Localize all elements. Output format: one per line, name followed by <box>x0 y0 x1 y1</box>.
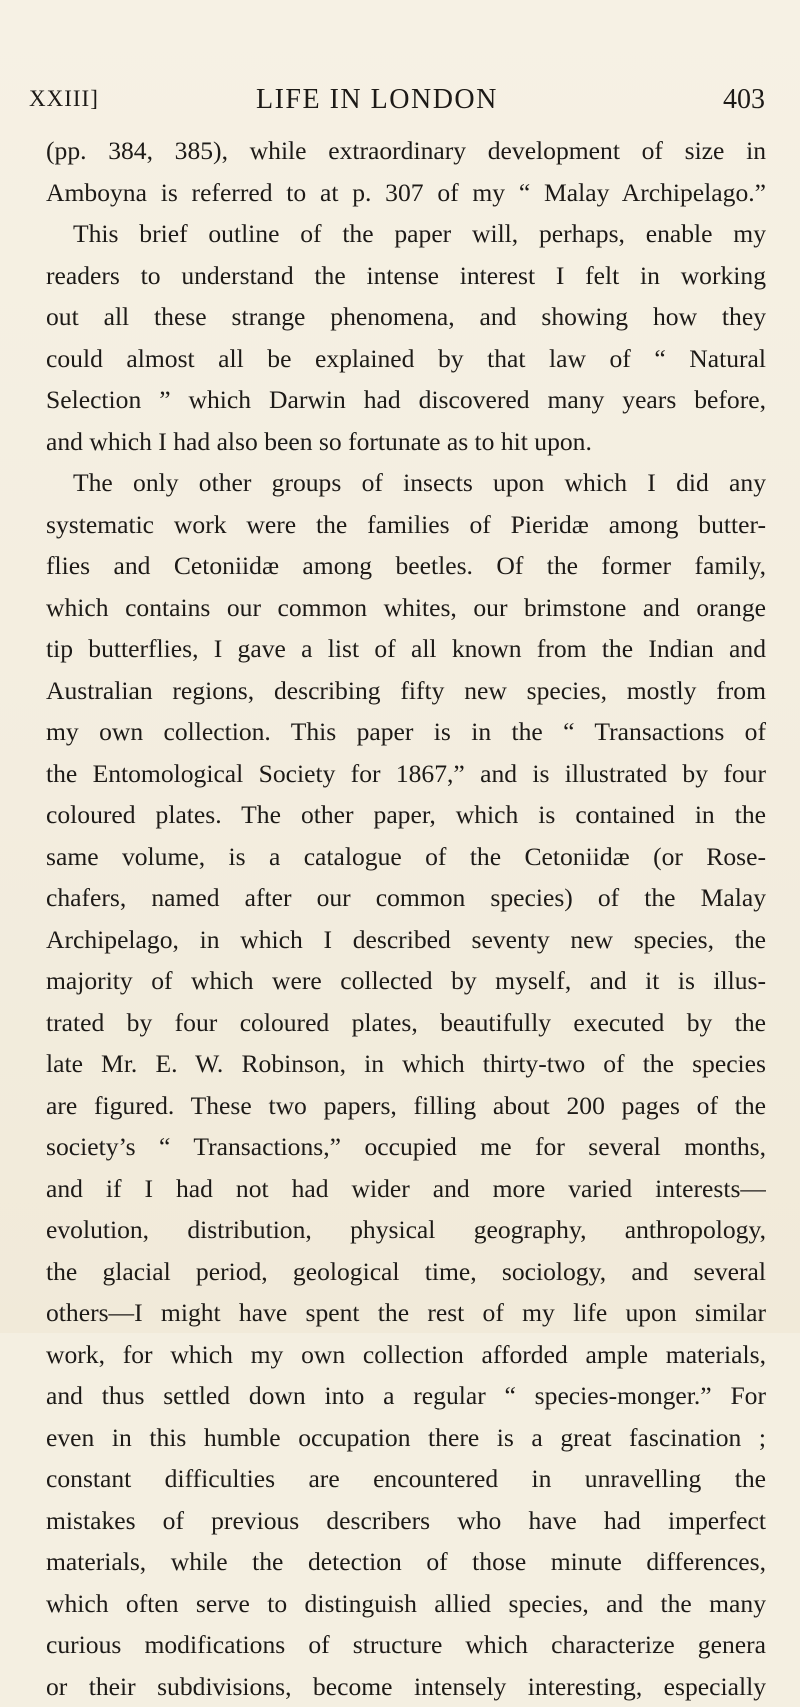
text-line: constant difficulties are encountered in unravelling the <box>46 1458 766 1500</box>
text-line: could almost all be explained by that law of “ Natural <box>46 338 766 380</box>
text-line: Amboyna is referred to at p. 307 of my “ Malay Archipelago.” <box>46 172 766 214</box>
text-line: and if I had not had wider and more varied interests— <box>46 1168 766 1210</box>
text-line: and thus settled down into a regular “ species-monger.” For <box>46 1375 766 1417</box>
text-line: Australian regions, describing fifty new species, mostly from <box>46 670 766 712</box>
text-line: chafers, named after our common species) of the Malay <box>46 877 766 919</box>
text-line: curious modifications of structure which characterize genera <box>46 1624 766 1666</box>
text-line: society’s “ Transactions,” occupied me for several months, <box>46 1126 766 1168</box>
text-line: trated by four coloured plates, beautifully executed by the <box>46 1002 766 1044</box>
text-line: This brief outline of the paper will, perhaps, enable my <box>46 213 766 255</box>
text-line: mistakes of previous describers who have had imperfect <box>46 1500 766 1542</box>
text-line: others—I might have spent the rest of my life upon similar <box>46 1292 766 1334</box>
text-line: (pp. 384, 385), while extraordinary development of size in <box>46 130 766 172</box>
text-line: The only other groups of insects upon which I did any <box>46 462 766 504</box>
text-line: readers to understand the intense interest I felt in working <box>46 255 766 297</box>
text-line: materials, while the detection of those minute differences, <box>46 1541 766 1583</box>
page-number: 403 <box>723 84 765 116</box>
text-line: coloured plates. The other paper, which is contained in the <box>46 794 766 836</box>
chapter-number: XXIII] <box>29 86 99 112</box>
running-title: LIFE IN LONDON <box>256 84 498 116</box>
text-line: majority of which were collected by myself, and it is illus- <box>46 960 766 1002</box>
text-line: out all these strange phenomena, and showing how they <box>46 296 766 338</box>
text-line: late Mr. E. W. Robinson, in which thirty-two of the species <box>46 1043 766 1085</box>
text-line: the glacial period, geological time, sociology, and several <box>46 1251 766 1293</box>
text-line: my own collection. This paper is in the “ Transactions of <box>46 711 766 753</box>
text-line: are figured. These two papers, filling about 200 pages of the <box>46 1085 766 1127</box>
text-line: which contains our common whites, our brimstone and orange <box>46 587 766 629</box>
body-text <box>46 130 766 1707</box>
text-line: evolution, distribution, physical geography, anthropology, <box>46 1209 766 1251</box>
text-line: flies and Cetoniidæ among beetles. Of the former family, <box>46 545 766 587</box>
text-line: or their subdivisions, become intensely interesting, especially <box>46 1666 766 1707</box>
text-line: and which I had also been so fortunate as to hit upon. <box>46 421 766 463</box>
text-line: systematic work were the families of Pieridæ among butter- <box>46 504 766 546</box>
text-line: Selection ” which Darwin had discovered many years before, <box>46 379 766 421</box>
running-header <box>29 86 765 126</box>
text-line: the Entomological Society for 1867,” and is illustrated by four <box>46 753 766 795</box>
text-line: which often serve to distinguish allied species, and the many <box>46 1583 766 1625</box>
text-line: Archipelago, in which I described seventy new species, the <box>46 919 766 961</box>
text-line: work, for which my own collection afforded ample materials, <box>46 1334 766 1376</box>
text-line: tip butterflies, I gave a list of all known from the Indian and <box>46 628 766 670</box>
text-line: even in this humble occupation there is a great fascination ; <box>46 1417 766 1459</box>
text-line: same volume, is a catalogue of the Cetoniidæ (or Rose- <box>46 836 766 878</box>
